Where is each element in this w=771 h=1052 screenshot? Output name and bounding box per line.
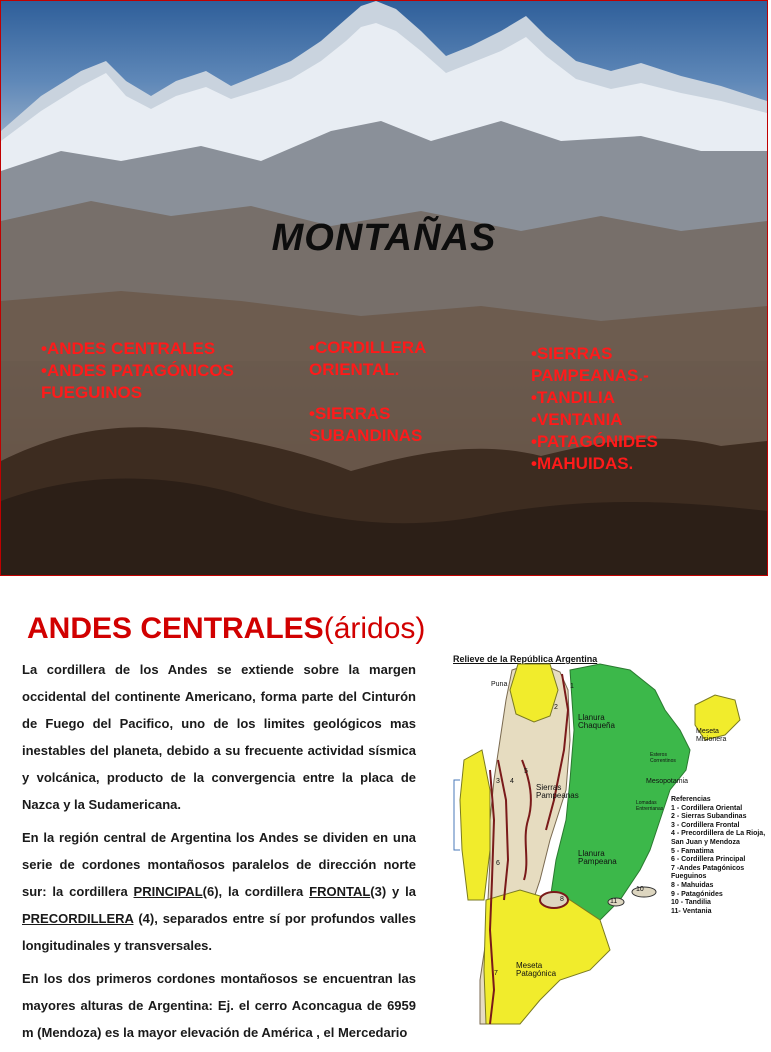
paragraph: La cordillera de los Andes se extiende sobre la margen occidental del continente Americano, forma parte del Cinturón de Fuego del Pacifico, uno de los limites geológicos mas inestables del planeta, debido a su frecuente actividad sísmica y volcánica, producto de la convergencia entre la placa de Nazca y la Sudamericana.: [22, 662, 416, 812]
list-item: •SIERRAS PAMPEANAS.-: [531, 344, 649, 385]
map-label-puna: Puna: [491, 681, 508, 688]
slide-heading: [27, 612, 425, 646]
andes-centrales-slide: [0, 590, 768, 1040]
term-frontal: FRONTAL: [309, 884, 371, 899]
heading-normal: (áridos): [323, 612, 426, 645]
map-number: 5: [524, 768, 528, 775]
map-title: Relieve de la República Argentina: [453, 654, 598, 664]
map-label-meseta-patagonica: Meseta Patagónica: [516, 961, 557, 978]
legend-item: 6 - Cordillera Principal: [671, 856, 746, 864]
term-principal: PRINCIPAL: [133, 884, 203, 899]
list-item: •ANDES PATAGÓNICOS FUEGUINOS: [41, 361, 234, 402]
body-text: [22, 656, 416, 1052]
list-item: •ANDES CENTRALES: [41, 339, 216, 358]
mountain-list-column-1: [41, 338, 281, 404]
slide-title: MONTAÑAS: [271, 217, 497, 259]
map-number: 10: [636, 886, 644, 893]
legend-item: 11- Ventania: [671, 907, 712, 915]
legend-item: 8 - Mahuidas: [671, 881, 714, 889]
relief-map: [450, 650, 768, 1024]
map-label-llanura-chaquena: Llanura Chaqueña: [578, 713, 615, 730]
legend-item: 5 - Famatima: [671, 847, 714, 855]
map-label-sierras-pampeanas: Sierras Pampeanas: [536, 783, 579, 800]
list-item: •SIERRAS SUBANDINAS: [309, 404, 423, 445]
legend-item: 4 - Precordillera de La Rioja, San Juan y Mendoza: [671, 830, 766, 846]
mountain-list-column-3: [531, 343, 731, 475]
map-number: 7: [494, 970, 498, 977]
heading-bold: ANDES CENTRALES: [27, 612, 324, 645]
map-number: 3: [496, 778, 500, 785]
paragraph: En la región central de Argentina los Andes se dividen en una serie de cordones montañosos paralelos de dirección norte sur: la cordillera PRINCIPAL(6), la cordillera FRONTAL(3) y la PRECORDILLERA (4), separados entre sí por profundos valles longitudinales y transversales.: [22, 830, 417, 953]
list-item: •CORDILLERA ORIENTAL.: [309, 338, 426, 379]
legend-item: 7 -Andes Patagónicos Fueguinos: [671, 864, 745, 881]
list-item: •PATAGÓNIDES: [531, 432, 658, 451]
map-number: 4: [510, 778, 514, 785]
legend-item: 10 - Tandilia: [671, 899, 711, 907]
term-precordillera: PRECORDILLERA: [22, 911, 134, 926]
map-number: 6: [496, 860, 500, 867]
paragraph: En los dos primeros cordones montañosos se encuentran las mayores alturas de Argentina: Ej. el cerro Aconcagua de 6959 m (Mendoza) es la mayor elevación de América , el Mercedario: [22, 971, 416, 1040]
map-label-meseta-misionera: Meseta Misionera: [696, 728, 727, 743]
legend-item: 2 - Sierras Subandinas: [671, 813, 747, 821]
map-label-llanura-pampeana: Llanura Pampeana: [578, 849, 617, 866]
map-label-lomadas: Lomadas Entrerrianas: [636, 800, 664, 812]
mountain-photo: [1, 1, 767, 575]
map-legend: [671, 796, 771, 916]
map-number: 8: [560, 896, 564, 903]
legend-title: Referencias: [671, 796, 711, 803]
list-item: •TANDILIA: [531, 388, 616, 407]
list-item: •MAHUIDAS.: [531, 454, 634, 473]
list-item: •VENTANIA: [531, 410, 623, 429]
legend-item: 3 - Cordillera Frontal: [671, 821, 740, 829]
map-label-mesopotamia: Mesopotamia: [646, 778, 689, 785]
map-number: 1: [570, 683, 574, 690]
map-number: 2: [554, 704, 558, 711]
map-number: 11: [610, 898, 618, 905]
map-label-esteros: Esteros Correntinos: [650, 752, 676, 764]
mountain-list-column-2: [309, 337, 469, 447]
legend-item: 9 - Patagónides: [671, 890, 723, 898]
legend-item: 1 - Cordillera Oriental: [671, 804, 743, 812]
